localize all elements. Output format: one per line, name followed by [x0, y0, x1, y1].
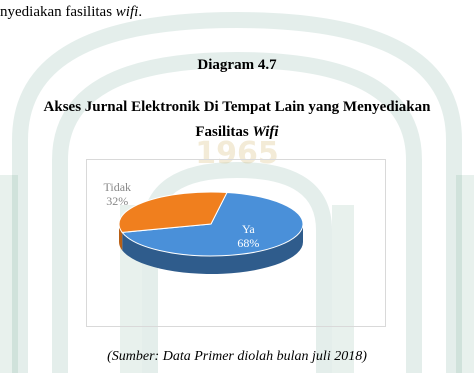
- pie-chart: [87, 160, 385, 326]
- watermark-year-text: 1965: [195, 136, 279, 171]
- diagram-number: Diagram 4.7: [197, 57, 277, 73]
- pie-label-ya: Ya 68%: [237, 221, 260, 250]
- intro-text: nyediakan fasilitas wifi.: [0, 4, 143, 20]
- source-note: (Sumber: Data Primer diolah bulan juli 2018): [107, 349, 367, 364]
- pie-chart-frame: [86, 159, 386, 327]
- watermark-pillar-left: [0, 175, 18, 373]
- diagram-title: Akses Jurnal Elektronik Di Tempat Lain yang Menyediakan Fasilitas Wifi: [43, 99, 431, 140]
- pie-label-tidak: Tidak 32%: [103, 180, 132, 209]
- watermark-pillar-right: [456, 175, 474, 373]
